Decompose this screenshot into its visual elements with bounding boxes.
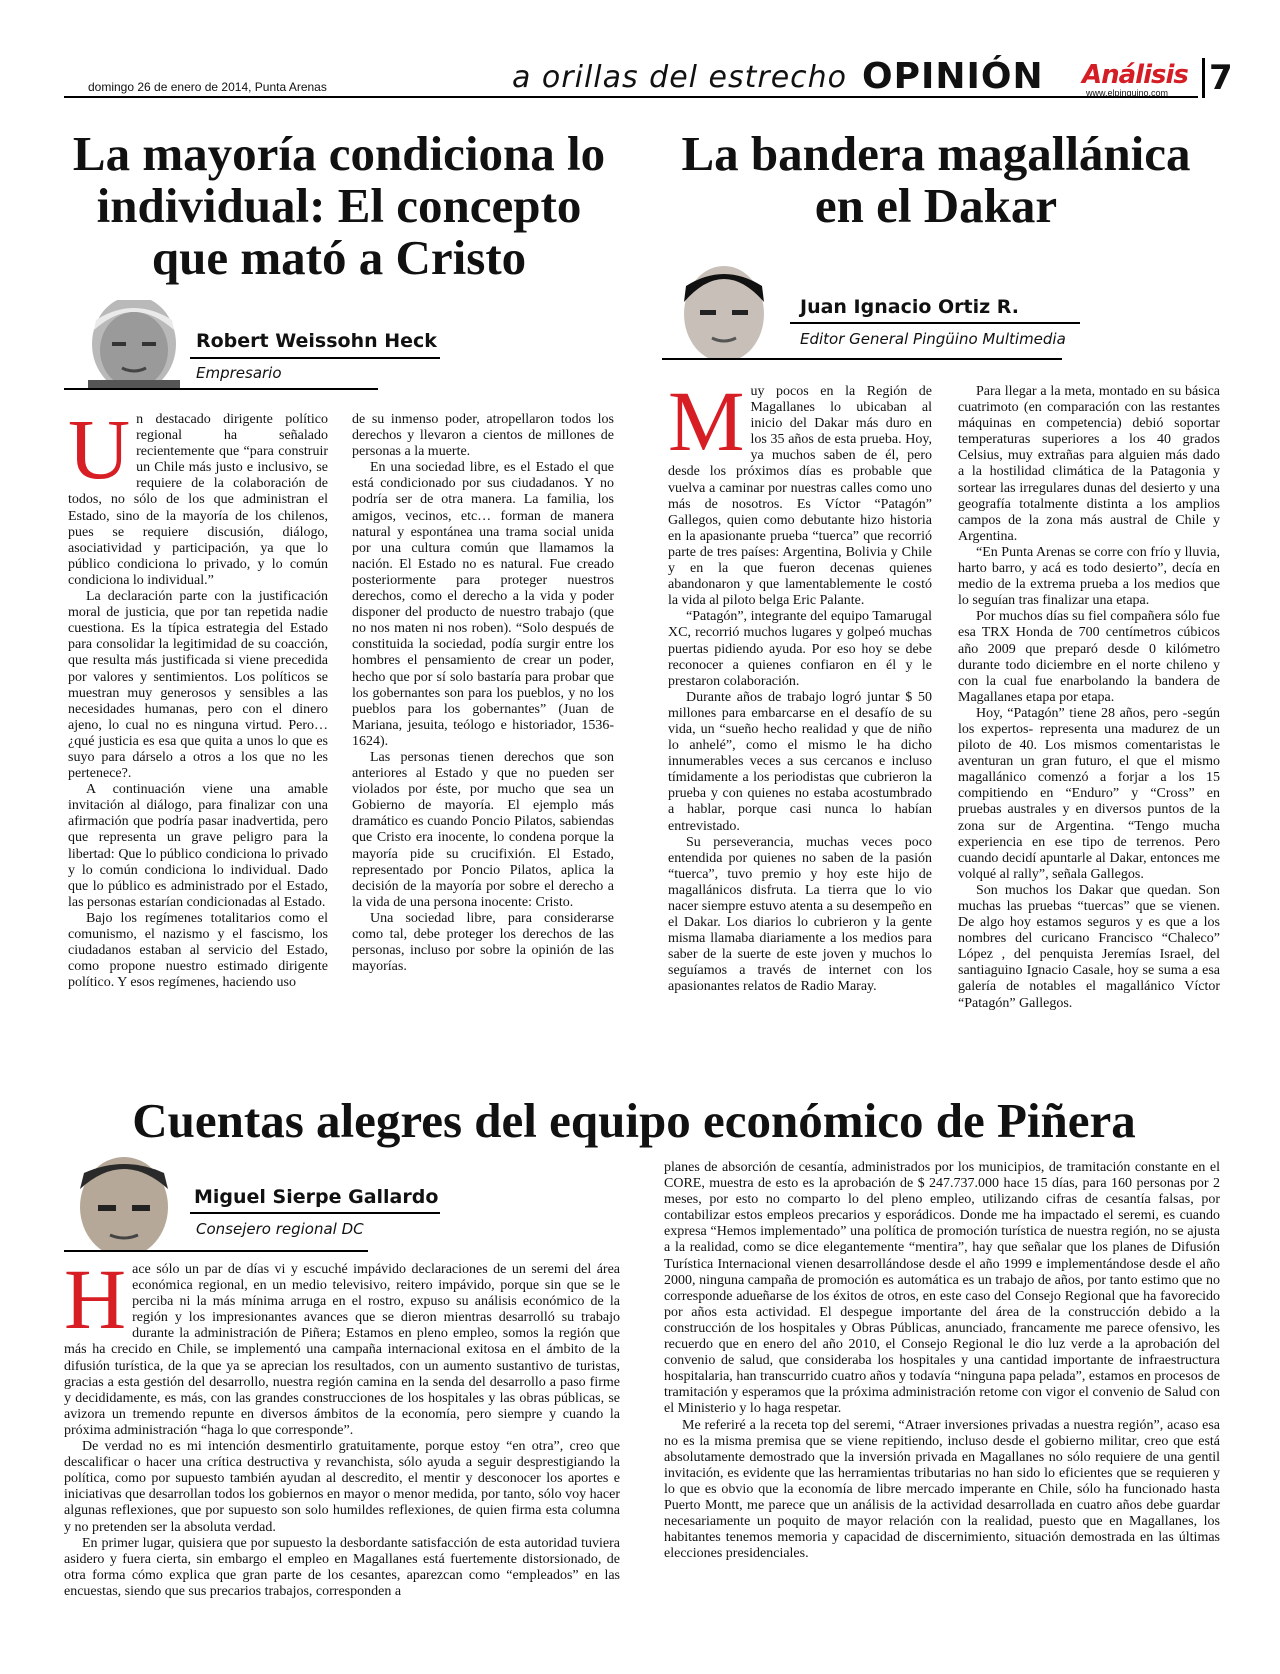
paragraph: Una sociedad libre, para considerarse como tal, debe proteger los derechos de las personas, incluso por sobre la opinión de las mayorías. (352, 910, 614, 975)
drop-cap: H (64, 1251, 127, 1347)
author-2-rule (790, 322, 1080, 324)
article-3-column-2 (664, 1160, 1220, 1562)
article-1-column-1 (68, 401, 328, 991)
article-1-column-2 (352, 412, 614, 975)
page-number: 7 (1202, 58, 1228, 98)
author-2-name: Juan Ignacio Ortiz R. (800, 296, 1020, 318)
paragraph: En primer lugar, quisiera que por supuesto la desbordante satisfacción de esta autoridad tuviera asidero y fuera cierta, sin embargo el empleo en Magallanes está fuertemente distorsionado, de otra forma cómo explica que gran parte de los cesantes, aparezcan como “empleados” en las encuestas, siendo que sus precarios trabajos, corresponden a (64, 1535, 620, 1599)
paragraph: Su perseverancia, muchas veces poco entendida por quienes no saben de la pasión “tuerca”, tuvo premio y hoy este hijo de magallánicos disfruta. La tierra que lo vio nacer siempre estuvo atenta a su desempeño en el Dakar. Los diarios lo cubrieron y la gente misma llamaba diariamente a los medios para saber de la suerte de este joven y muchos lo seguíamos a través de internet con los apasionantes relatos de Radio Maray. (668, 834, 932, 995)
author-3-photo (64, 1155, 182, 1251)
section-title: OPINIÓN (862, 56, 1044, 97)
drop-cap: M (668, 373, 745, 469)
author-3-role: Consejero regional DC (196, 1220, 364, 1238)
newspaper-logo: Análisis (1082, 60, 1188, 90)
paragraph: Durante años de trabajo logró juntar $ 50 millones para embarcarse en el desafío de su vida, un “sueño hecho realidad y que de niño lo anhelé”, como el mismo le ha dicho innumerables veces a sus cercanos e incluso tímidamente a los periodistas que cubrieron la prueba y con quienes no estaba acostumbrado a hablar, porque casi nunca lo habían entrevistado. (668, 689, 932, 834)
paragraph: La declaración parte con la justificación moral de justicia, que por tan repetida nadie cuestiona. Es la típica estrategia del Estado para consolidar la legitimidad de su coacción, que resulta más justificada si viene precedida por valores y sentimientos. Los políticos se muestran muy generosos y sensibles a las necesidades humanas, pero con el dinero ajeno, lo cual no es ninguna virtud. Pero… ¿qué justicia es esa que quita a unos lo que es suyo para dárselo a otros a los que no les pertenece?. (68, 589, 328, 782)
author-2-underline (662, 358, 1062, 360)
paragraph: Un destacado dirigente político regional ha señalado recientemente que “para construir un Chile más justo e inclusivo, se requiere de la colaboración de todos, no sólo de los que administran el Estado, sino de la mayoría de los chilenos, pues se requiere discusión, diálogo, asociatividad y participación, ya que lo público condiciona lo privado, y lo común condiciona lo individual.” (68, 401, 328, 588)
article-2-column-1 (668, 373, 932, 996)
drop-cap: U (68, 401, 131, 497)
author-1-underline (64, 388, 378, 390)
paragraph: A continuación viene una amable invitación al diálogo, para finalizar con una afirmación que podría pasar inadvertida, pero que representa un grave peligro para la libertad: Que lo público condiciona lo privado y lo común condiciona lo individual. Dado que lo público es administrado por el Estado, las personas estarían condicionadas al Estado. (68, 782, 328, 910)
paragraph: Por muchos días su fiel compañera sólo fue esa TRX Honda de 700 centímetros cúbicos año 2009 que preparó desde 0 kilómetro durante todo diciembre en el norte chileno y con la cual fue enarbolando la bandera de Magallanes etapa por etapa. (958, 609, 1220, 705)
author-3-name: Miguel Sierpe Gallardo (194, 1186, 439, 1208)
article-3-headline: Cuentas alegres del equipo económico de Piñera (132, 1093, 1136, 1148)
newspaper-url: www.elpinguino.com (1086, 88, 1169, 98)
article-3-column-1 (64, 1251, 620, 1600)
author-2-role: Editor General Pingüino Multimedia (800, 330, 1066, 348)
author-1-role: Empresario (196, 364, 282, 382)
paragraph: planes de absorción de cesantía, administrados por los municipios, de tramitación constante en el CORE, muestra de esto es la aprobación de $ 247.737.000 hace 15 días, para 160 personas por 2 meses, por esto no comparto lo del pleno empleo, utilizando cifras de cesantía falsas, por contabilizar estos empleos precarios y esporádicos. Donde me ha impactado el seremi, es cuando expresa “Hemos implementado” una política de promoción turística de nuestra región, no se ajusta a la realidad, como se dice elegantemente “mentira”, hay que señalar que los planes de Difusión Turística Internacional vienen desarrollándose desde el año 1999 e implementándose desde el año 2000, ninguna campaña de promoción es automática es un trabajo de años, por tanto estimo que no corresponde adueñarse de los éxitos de otros, en este caso del Consejo Regional que ha favorecido por años esta actividad. El despegue importante del área de la construcción debido a la construcción de los hospitales y Obras Públicas, anunciado, francamente me parece ofensivo, les recuerdo que en enero del año 2010, el Consejo Regional le dio luz verde a la aprobación del convenio de salud, que consideraba los hospitales y una cantidad importante de infraestructura hospitalaria, han transcurrido cuatro años y todavía “ninguna papa pelada”, estamos en procesos de tramitación y esperamos que la próxima administración retome con vigor el convenio de Salud con el Ministerio y lo haga respetar. (664, 1160, 1220, 1417)
author-1-photo (68, 300, 190, 388)
article-1-headline: La mayoría condiciona lo individual: El concepto que mató a Cristo (72, 126, 606, 285)
author-3-rule (190, 1212, 440, 1214)
paragraph: En una sociedad libre, es el Estado el que está condicionado por sus ciudadanos. Y no podría ser de otra manera. La familia, los amigos, vecinos, etc… forman de manera natural y espontánea una trama social unida por una cultura común que llamamos la nación. El Estado no es natural. Fue creado posteriormente para proteger nuestros derechos, como el derecho a la vida y poder disponer del producto de nuestro trabajo (que no nos maten ni nos roben). “Solo después de constituida la sociedad, podía surgir entre los hombres el pensamiento de crear un poder, hecho que por sí solo bastaría para probar que los gobernantes son para los pueblos, y no los pueblos para los gobernantes” (Juan de Mariana, jesuita, teólogo e historiador, 1536-1624). (352, 460, 614, 749)
paragraph: De verdad no es mi intención desmentirlo gratuitamente, porque estoy “en otra”, creo que descalificar o hacer una crítica destructiva y revanchista, sólo ayuda a seguir desprestigiando la política, como por supuesto también ayudan al descredito, el mentir y desconocer los aportes e iniciativas que desarrollan todos los gobiernos en mayor o menor medida, por tanto, sólo voy hacer algunas reflexiones, que por supuesto son solo humildes reflexiones, de quien firma esta columna y no pretenden ser la absoluta verdad. (64, 1439, 620, 1535)
paragraph: Hace sólo un par de días vi y escuché impávido declaraciones de un seremi del área económica regional, en un medio televisivo, reitero impávido, porque sin que se le perciba ni la más mínima arruga en el rostro, expuso su análisis económico de la región y los impresionantes avances que se dieron mientras desarrolló su trabajo durante la administración de Piñera; Estamos en pleno empleo, somos la región que más ha crecido en Chile, se implementó una campaña internacional exitosa en el ámbito de la difusión turística, de la que ya se aprecian los resultados, con un aumento sustantivo de turistas, gracias a esta gestión del desarrollo, nuestra región camina en la senda del desarrollo a paso firme y decididamente, es más, con las grandes construcciones de los hospitales y las obras públicas, se avizora un tremendo repunte en diversos ámbitos de la economía, pero siempre y cuando la próxima administración “haga lo que corresponde”. (64, 1251, 620, 1438)
author-1-rule (190, 357, 440, 359)
author-2-photo (664, 266, 782, 358)
author-1-name: Robert Weissohn Heck (196, 330, 437, 352)
paragraph: “Patagón”, integrante del equipo Tamarugal XC, recorrió muchos lugares y golpeó muchas puertas pidiendo ayuda. Por eso hoy se debe reconocer a quienes confiaron en él y le prestaron colaboración. (668, 609, 932, 689)
paragraph: Bajo los regímenes totalitarios como el comunismo, el nazismo y el fascismo, los ciudadanos estaban al servicio del Estado, como propone nuestro estimado dirigente político. Y esos regímenes, haciendo uso (68, 910, 328, 991)
issue-date: domingo 26 de enero de 2014, Punta Arenas (88, 80, 327, 94)
paragraph: Hoy, “Patagón” tiene 28 años, pero -según los expertos- representa una madurez de un piloto de 40. Los mismos comentaristas le aventuran un gran futuro, el que el mismo magallánico comenzó a forjar a los 15 compitiendo en “Enduro” y “Cross” en pruebas australes y en diversos puntos de la zona sur de Argentina. “Tengo mucha experiencia en ese tipo de terrenos. Pero cuando decidí apuntarle al Dakar, entonces me volqué al rally”, señala Gallegos. (958, 705, 1220, 882)
paragraph: Las personas tienen derechos que son anteriores al Estado y que no pueden ser violados por éste, por mucho que sea un Gobierno de mayoría. El ejemplo más dramático es cuando Poncio Pilatos, sabiendas que Cristo era inocente, lo condena porque la mayoría pide su crucifixión. El Estado, representado por Poncio Pilatos, aplica la decisión de la mayoría por sobre el derecho a la vida de una persona inocente: Cristo. (352, 749, 614, 910)
paragraph: Me referiré a la receta top del seremi, “Atraer inversiones privadas a nuestra región”, acaso esa no es la misma premisa que se viene repitiendo, incluso desde el gobierno militar, creo que está absolutamente demostrado que la inversión privada en Magallanes no sólo requiere de una gentil invitación, es evidente que las herramientas tributarias no han sido lo eficientes que se requieren y lo que es obvio que la economía de libre mercado imperante en Chile, sólo ha funcionado hasta Puerto Montt, me parece que un análisis de la actividad desarrollada en cuatro años debe guardar necesariamente un poquito de mayor relación con la realidad, puesto que en Magallanes, los habitantes tenemos memoria y capacidad de discernimiento, situación demostrada en las últimas elecciones presidenciales. (664, 1417, 1220, 1562)
paragraph: Para llegar a la meta, montado en su básica cuatrimoto (en comparación con las restantes máquinas en competencia) debió soportar temperaturas superiores a los 40 grados Celsius, muy extrañas para alguien más dado a la hostilidad climática de la Patagonia y sortear las irregulares dunas del desierto y una geografía totalmente distinta a los amplios campos de la zona más austral de Chile y Argentina. (958, 384, 1220, 544)
paragraph: “En Punta Arenas se corre con frío y lluvia, harto barro, y acá es todo desierto”, decía en medio de la extrema prueba a los medios que lo seguían tras finalizar una etapa. (958, 544, 1220, 609)
section-subtitle: a orillas del estrecho (512, 60, 848, 95)
paragraph: de su inmenso poder, atropellaron todos los derechos y llevaron a cientos de millones de personas a la muerte. (352, 412, 614, 460)
article-2-headline: La bandera magallánica en el Dakar (681, 126, 1191, 233)
paragraph: Son muchos los Dakar que quedan. Son muchas las pruebas “tuercas” que se vienen. De algo hoy estamos seguros y es que a los nombres del curicano Francisco “Chaleco” López , del penquista Jeremías Israel, del santiaguino Ignacio Casale, hoy se suma a esa galería de notables el magallánico Víctor “Patagón” Gallegos. (958, 882, 1220, 1011)
paragraph: Muy pocos en la Región de Magallanes lo ubicaban al inicio del Dakar más duro en los 35 años de esta prueba. Hoy, ya muchos saben de él, pero desde los próximos días es probable que vuelva a caminar por nuestras calles como uno más de nosotros. Es Víctor “Patagón” Gallegos, quien como debutante hizo historia en la apasionante prueba “tuerca” que recorrió parte de tres países: Argentina, Bolivia y Chile y en la que fueron decenas quienes abandonaron y que lamentablemente le costó la vida al piloto belga Eric Palante. (668, 373, 932, 609)
article-2-column-2 (958, 384, 1220, 1012)
